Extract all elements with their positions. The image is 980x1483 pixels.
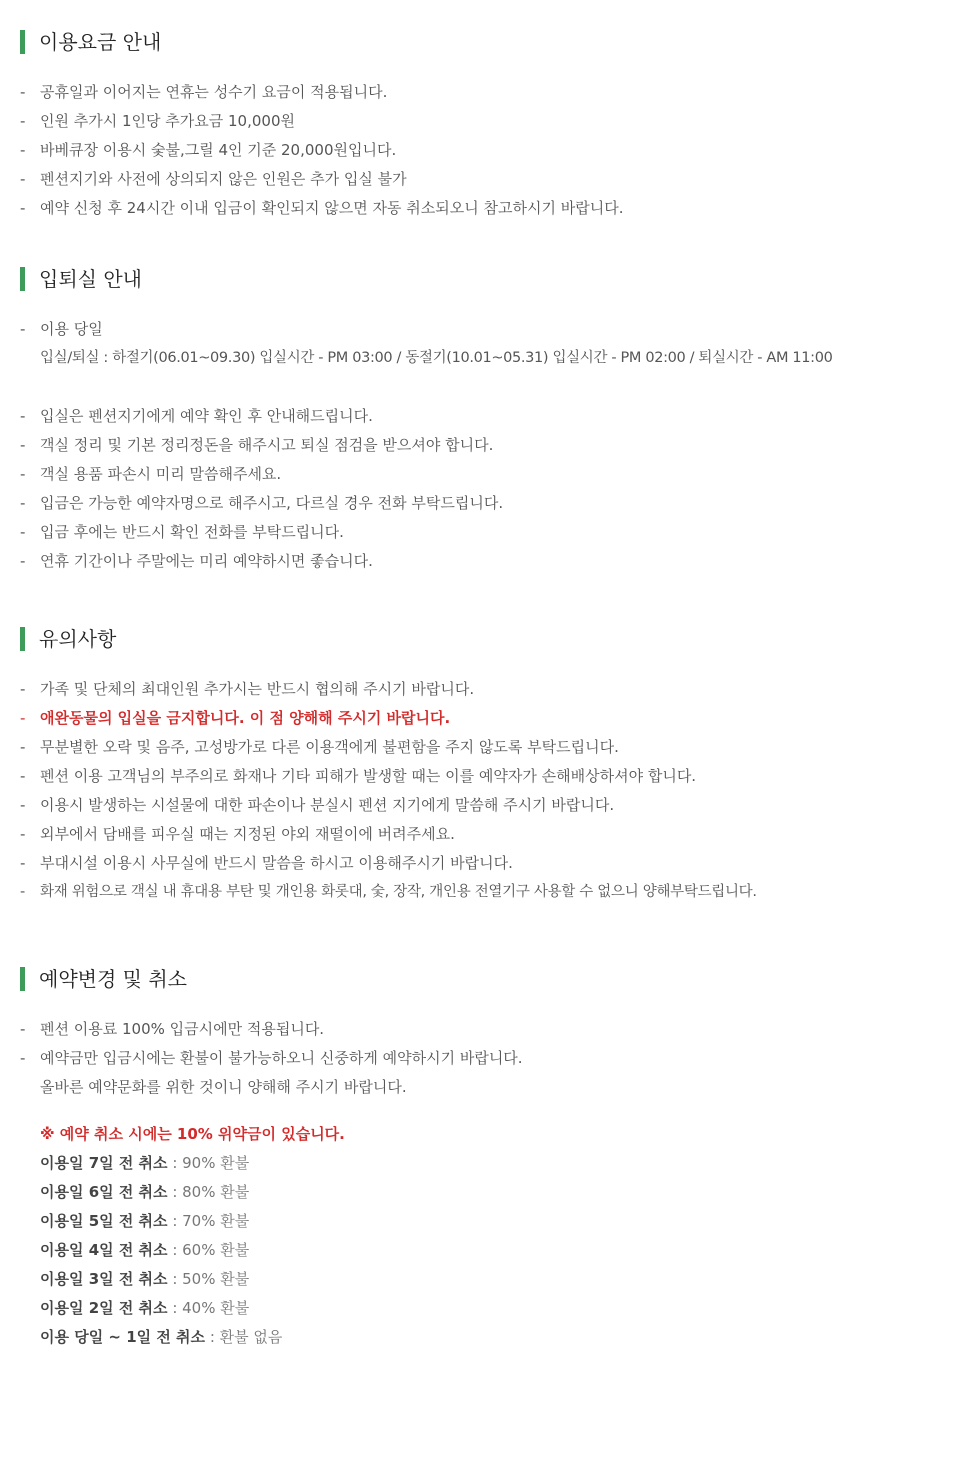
list-item	[20, 765, 696, 787]
refund-term: 이용일 6일 전 취소	[40, 1183, 168, 1201]
list-item	[20, 1047, 523, 1069]
dash: -	[20, 112, 26, 130]
refund-value: 40% 환불	[182, 1299, 250, 1317]
list-item-text: 입실은 펜션지기에게 예약 확인 후 안내해드립니다.	[40, 407, 373, 425]
section-title-notice: 유의사항	[20, 627, 116, 651]
refund-term: 이용일 7일 전 취소	[40, 1154, 168, 1172]
list-item-text: 펜션 이용 고객님의 부주의로 화재나 기타 피해가 발생할 때는 이를 예약자가 손해배상하셔야 합니다.	[40, 767, 697, 785]
refund-row	[40, 1326, 282, 1348]
list-item	[20, 139, 396, 161]
list-item	[20, 197, 623, 219]
dash: -	[20, 199, 26, 217]
dash: -	[20, 709, 26, 727]
refund-separator: :	[167, 1154, 183, 1172]
penalty-notice: ※ 예약 취소 시에는 10% 위약금이 있습니다.	[40, 1125, 345, 1143]
list-item	[20, 794, 614, 816]
list-item-text: 화재 위험으로 객실 내 휴대용 부탄 및 개인용 화롯대, 숯, 장작, 개인용 전열기구 사용할 수 없으니 양해부탁드립니다.	[40, 884, 757, 900]
list-item-text: 이용 당일	[40, 320, 103, 338]
dash: -	[20, 796, 26, 814]
list-item-text: 객실 용품 파손시 미리 말씀해주세요.	[40, 465, 282, 483]
list-item	[20, 1018, 324, 1040]
refund-value: 80% 환불	[182, 1183, 250, 1201]
list-item	[20, 318, 103, 340]
list-item	[20, 881, 757, 903]
dash: -	[20, 1049, 26, 1067]
dash: -	[20, 494, 26, 512]
list-item-text: 예약 신청 후 24시간 이내 입금이 확인되지 않으면 자동 취소되오니 참고하시기 바랍니다.	[40, 199, 624, 217]
section-title-checkin: 입퇴실 안내	[20, 267, 142, 291]
list-item	[20, 110, 295, 132]
refund-row	[40, 1181, 249, 1203]
list-item-text: 입금은 가능한 예약자명으로 해주시고, 다르실 경우 전화 부탁드립니다.	[40, 494, 504, 512]
list-item-text: 이용시 발생하는 시설물에 대한 파손이나 분실시 펜션 지기에게 말씀해 주시기 바랍니다.	[40, 796, 615, 814]
dash: -	[20, 407, 26, 425]
refund-separator: :	[205, 1328, 220, 1346]
list-item-warning	[20, 707, 450, 729]
checkin-detail: 입실/퇴실 : 하절기(06.01~09.30) 입실시간 - PM 03:00 / 동절기(10.01~05.31) 입실시간 - PM 02:00 / 퇴실시간 - AM 11:00	[40, 350, 833, 366]
refund-term: 이용일 2일 전 취소	[40, 1299, 168, 1317]
section-title-cancellation: 예약변경 및 취소	[20, 967, 187, 991]
dash: -	[20, 83, 26, 101]
list-item-continuation: 올바른 예약문화를 위한 것이니 양해해 주시기 바랍니다.	[40, 1078, 407, 1096]
dash: -	[20, 320, 26, 338]
dash: -	[20, 465, 26, 483]
list-item	[20, 852, 513, 874]
list-item	[20, 521, 344, 543]
dash: -	[20, 1020, 26, 1038]
refund-row	[40, 1268, 249, 1290]
dash: -	[20, 884, 25, 900]
list-item	[20, 168, 407, 190]
dash: -	[20, 141, 26, 159]
refund-row	[40, 1210, 249, 1232]
list-item-text: 무분별한 오락 및 음주, 고성방가로 다른 이용객에게 불편함을 주지 않도록 부탁드립니다.	[40, 738, 619, 756]
refund-value: 50% 환불	[182, 1270, 250, 1288]
refund-row	[40, 1297, 249, 1319]
refund-separator: :	[167, 1212, 183, 1230]
list-item	[20, 434, 493, 456]
list-item-text: 예약금만 입금시에는 환불이 불가능하오니 신중하게 예약하시기 바랍니다.	[40, 1049, 523, 1067]
list-item	[20, 823, 455, 845]
refund-separator: :	[167, 1299, 183, 1317]
list-item-text: 인원 추가시 1인당 추가요금 10,000원	[40, 112, 295, 130]
refund-value: 70% 환불	[182, 1212, 250, 1230]
list-item	[20, 736, 619, 758]
list-item-text: 바베큐장 이용시 숯불,그릴 4인 기준 20,000원입니다.	[40, 141, 397, 159]
dash: -	[20, 680, 26, 698]
refund-row	[40, 1152, 249, 1174]
refund-value: 90% 환불	[182, 1154, 250, 1172]
refund-row	[40, 1239, 249, 1261]
dash: -	[20, 854, 26, 872]
list-item-text: 입금 후에는 반드시 확인 전화를 부탁드립니다.	[40, 523, 344, 541]
refund-term: 이용일 5일 전 취소	[40, 1212, 168, 1230]
refund-separator: :	[167, 1183, 183, 1201]
dash: -	[20, 523, 26, 541]
list-item-text: 객실 정리 및 기본 정리정돈을 해주시고 퇴실 점검을 받으셔야 합니다.	[40, 436, 494, 454]
refund-value: 환불 없음	[219, 1328, 283, 1346]
dash: -	[20, 738, 26, 756]
list-item	[20, 550, 373, 572]
pet-ban-warning: 애완동물의 입실을 금지합니다. 이 점 양해해 주시기 바랍니다.	[40, 709, 451, 727]
list-item	[20, 81, 387, 103]
list-item-text: 가족 및 단체의 최대인원 추가시는 반드시 협의해 주시기 바랍니다.	[40, 680, 475, 698]
list-item-text: 펜션 이용료 100% 입금시에만 적용됩니다.	[40, 1020, 325, 1038]
dash: -	[20, 436, 26, 454]
dash: -	[20, 170, 26, 188]
refund-separator: :	[167, 1241, 183, 1259]
list-item	[20, 405, 373, 427]
list-item	[20, 463, 281, 485]
section-title-pricing: 이용요금 안내	[20, 30, 161, 54]
refund-term: 이용 당일 ~ 1일 전 취소	[40, 1328, 206, 1346]
list-item	[20, 492, 503, 514]
refund-value: 60% 환불	[182, 1241, 250, 1259]
dash: -	[20, 825, 26, 843]
list-item-text: 부대시설 이용시 사무실에 반드시 말씀을 하시고 이용해주시기 바랍니다.	[40, 854, 513, 872]
dash: -	[20, 552, 26, 570]
list-item-text: 공휴일과 이어지는 연휴는 성수기 요금이 적용됩니다.	[40, 83, 388, 101]
dash: -	[20, 767, 26, 785]
list-item-text: 연휴 기간이나 주말에는 미리 예약하시면 좋습니다.	[40, 552, 373, 570]
list-item-text: 펜션지기와 사전에 상의되지 않은 인원은 추가 입실 불가	[40, 170, 407, 188]
list-item-text: 외부에서 담배를 피우실 때는 지정된 야외 재떨이에 버려주세요.	[40, 825, 455, 843]
refund-term: 이용일 4일 전 취소	[40, 1241, 168, 1259]
refund-separator: :	[167, 1270, 183, 1288]
refund-term: 이용일 3일 전 취소	[40, 1270, 168, 1288]
list-item	[20, 678, 474, 700]
